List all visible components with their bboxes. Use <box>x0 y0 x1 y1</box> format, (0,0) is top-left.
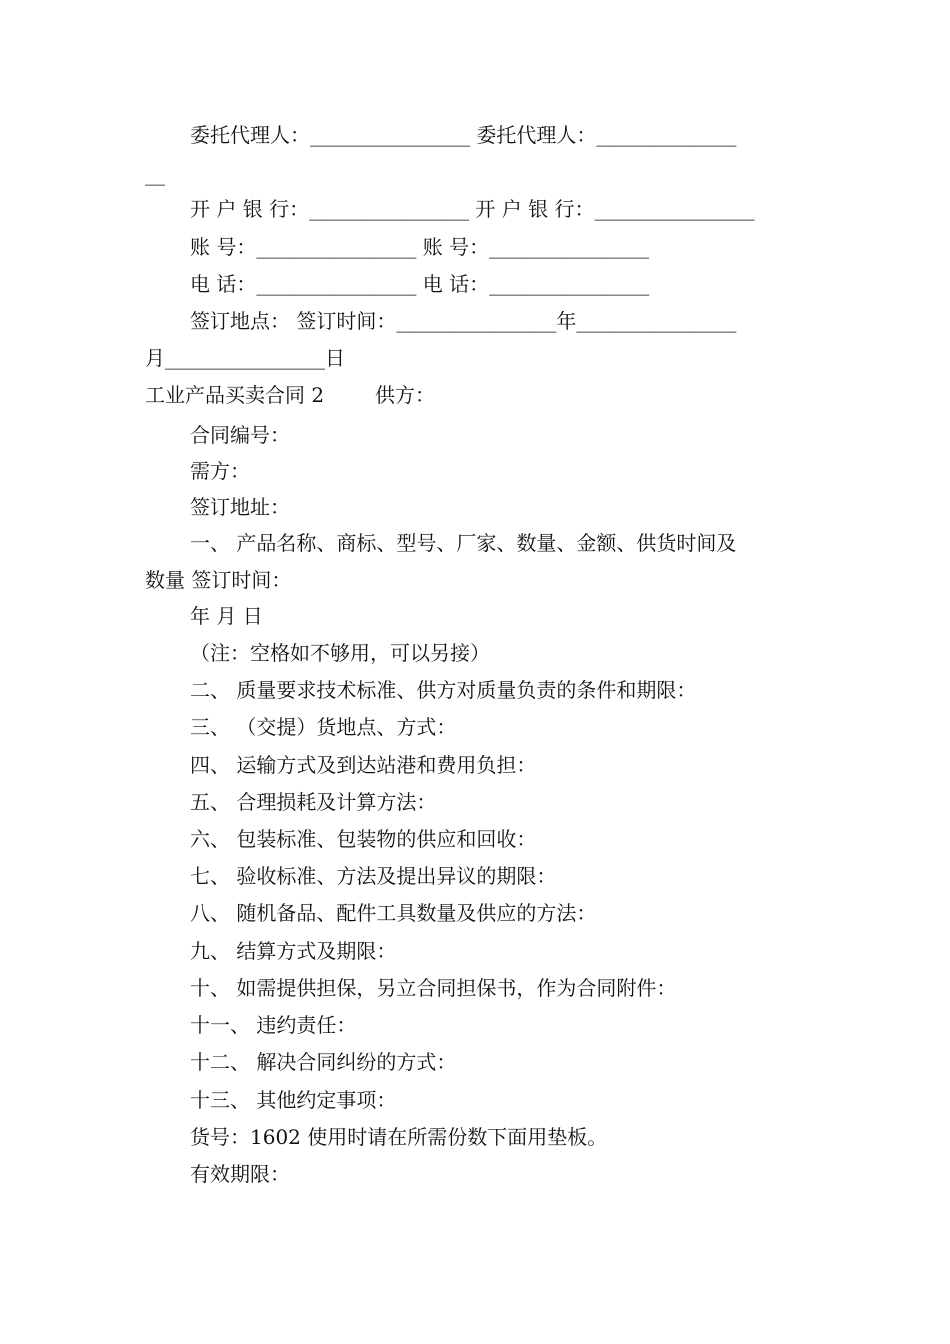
clause-3: 三、 （交提）货地点、方式： <box>190 715 457 739</box>
agent-line: 委托代理人：________________ 委托代理人：______________ <box>190 123 737 147</box>
clause-1: 一、 产品名称、商标、型号、厂家、数量、金额、供货时间及 <box>190 531 737 555</box>
validity-period: 有效期限： <box>190 1162 290 1186</box>
bank-line: 开 户 银 行：________________ 开 户 银 行：________________ <box>190 197 755 221</box>
signing-address: 签订地址： <box>190 495 290 519</box>
clause-8: 八、 随机备品、配件工具数量及供应的方法： <box>190 901 597 925</box>
clause-7: 七、 验收标准、方法及提出异议的期限： <box>190 864 557 888</box>
buyer-label: 需方： <box>190 459 250 483</box>
clause-4: 四、 运输方式及到达站港和费用负担： <box>190 753 537 777</box>
clause-11: 十一、 违约责任： <box>190 1013 357 1037</box>
signing-date-wrap: 月________________日 <box>145 346 345 370</box>
date-placeholder: 年 月 日 <box>190 604 263 628</box>
clause-2: 二、 质量要求技术标准、供方对质量负责的条件和期限： <box>190 678 697 702</box>
signing-place-time-line: 签订地点： 签订时间：________________年________________ <box>190 309 737 333</box>
agent-line-wrap: __ <box>145 162 165 186</box>
contract-heading: 工业产品买卖合同 2 供方： <box>145 383 435 407</box>
item-number-note: 货号：1602 使用时请在所需份数下面用垫板。 <box>190 1125 608 1149</box>
clause-13: 十三、 其他约定事项： <box>190 1088 397 1112</box>
account-line: 账 号：________________ 账 号：________________ <box>190 235 650 259</box>
clause-10: 十、 如需提供担保，另立合同担保书，作为合同附件： <box>190 976 677 1000</box>
note-line: （注：空格如不够用，可以另接） <box>190 641 490 665</box>
contract-number: 合同编号： <box>190 423 290 447</box>
clause-6: 六、 包装标准、包装物的供应和回收： <box>190 827 537 851</box>
clause-1-wrap: 数量 签订时间： <box>145 568 292 592</box>
clause-9: 九、 结算方式及期限： <box>190 939 397 963</box>
clause-12: 十二、 解决合同纠纷的方式： <box>190 1050 457 1074</box>
phone-line: 电 话：________________ 电 话：________________ <box>190 272 650 296</box>
clause-5: 五、 合理损耗及计算方法： <box>190 790 437 814</box>
